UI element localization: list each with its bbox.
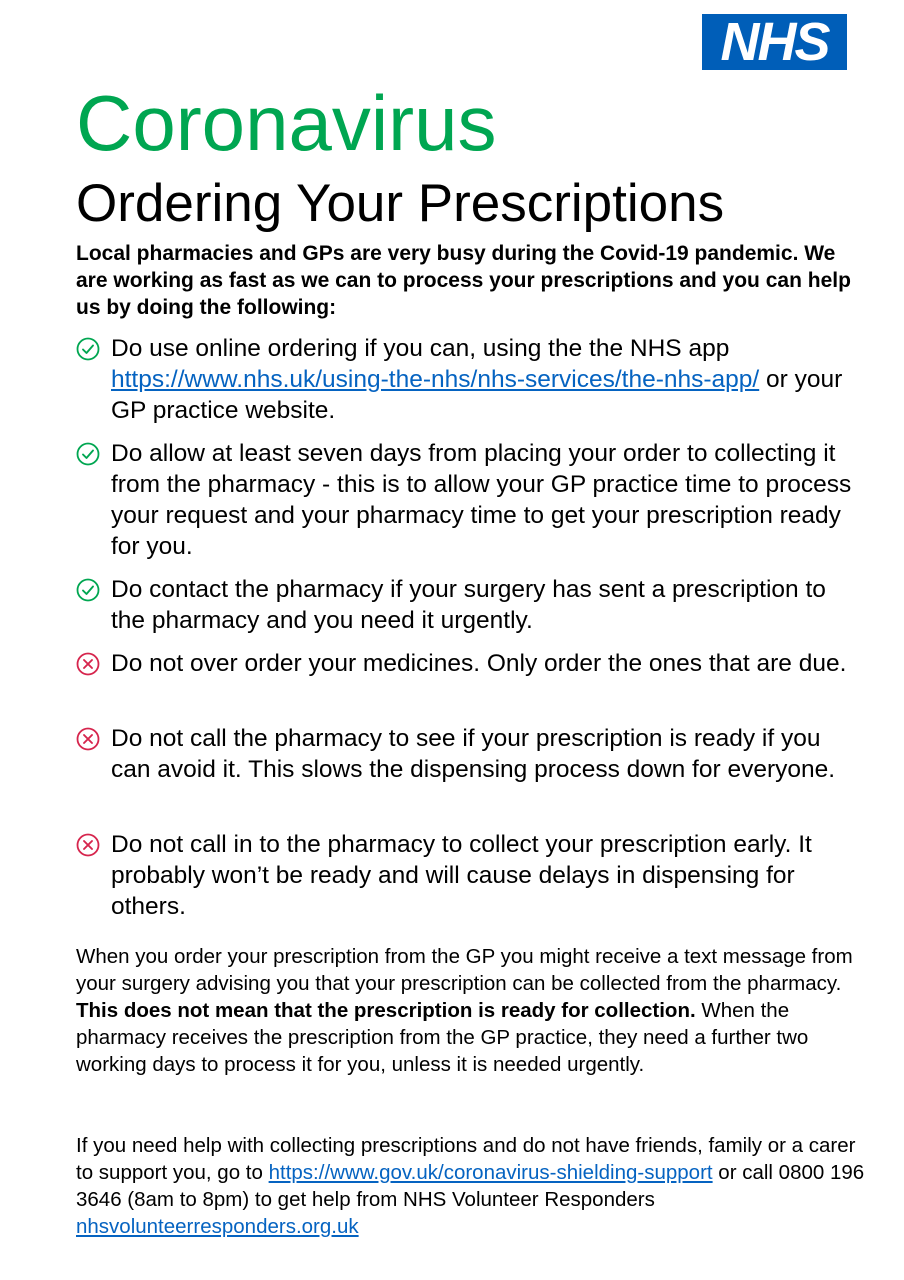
help-paragraph [76, 1132, 866, 1240]
intro-text: Local pharmacies and GPs are very busy during the Covid-19 pandemic. We are working as fast as we can to process your prescriptions and you can help us by doing the following: [76, 242, 851, 319]
x-circle-icon [76, 727, 100, 751]
list-item-allow-seven-days [76, 438, 866, 562]
paragraph-text-after: When the pharmacy receives the prescription from the GP practice, they need a further two working days to process it for you, unless it is needed urgently. [76, 999, 809, 1076]
x-circle-icon [76, 833, 100, 857]
item-text: Do not over order your medicines. Only order the ones that are due. [111, 650, 847, 677]
nhs-app-link[interactable]: https://www.nhs.uk/using-the-nhs/nhs-services/the-nhs-app/ [111, 366, 760, 393]
page-subtitle: Ordering Your Prescriptions [76, 174, 725, 233]
item-text: Do allow at least seven days from placing your order to collecting it from the pharmacy - this is to allow your GP practice time to process your request and your pharmacy time to get your prescription ready for you. [111, 440, 852, 560]
check-circle-icon [76, 337, 100, 361]
check-circle-icon [76, 442, 100, 466]
paragraph-text: When you order your prescription from the GP you might receive a text message from your surgery advising you that your prescription can be collected from the pharmacy. [76, 945, 853, 995]
nhs-logo: NHS [702, 14, 847, 70]
item-text: Do use online ordering if you can, using the the NHS app [111, 335, 730, 362]
list-item-no-early-collection [76, 829, 866, 922]
shielding-support-link[interactable]: https://www.gov.uk/coronavirus-shielding-support [268, 1161, 713, 1184]
list-item-no-calling [76, 723, 866, 785]
list-item-contact-pharmacy [76, 574, 866, 636]
paragraph-text: If you need help with collecting prescriptions and do not have friends, family or a carer to support you, go to [76, 1134, 856, 1184]
text-message-paragraph [76, 943, 866, 1078]
page-title: Coronavirus [76, 79, 497, 167]
item-text-after: or your GP practice website. [111, 366, 843, 424]
list-item-no-over-order [76, 648, 866, 679]
paragraph-bold-text: This does not mean that the prescription is ready for collection. [76, 999, 696, 1022]
list-item-online-ordering [76, 333, 866, 426]
item-text: Do not call the pharmacy to see if your prescription is ready if you can avoid it. This slows the dispensing process down for everyone. [111, 725, 836, 783]
volunteer-responders-link[interactable]: nhsvolunteerresponders.org.uk [76, 1215, 359, 1238]
item-text: Do contact the pharmacy if your surgery has sent a prescription to the pharmacy and you need it urgently. [111, 576, 826, 634]
x-circle-icon [76, 652, 100, 676]
item-text: Do not call in to the pharmacy to collect your prescription early. It probably won’t be ready and will cause delays in dispensing for others. [111, 831, 812, 920]
check-circle-icon [76, 578, 100, 602]
paragraph-text-middle: or call 0800 196 3646 (8am to 8pm) to get help from NHS Volunteer Responders [76, 1161, 865, 1211]
